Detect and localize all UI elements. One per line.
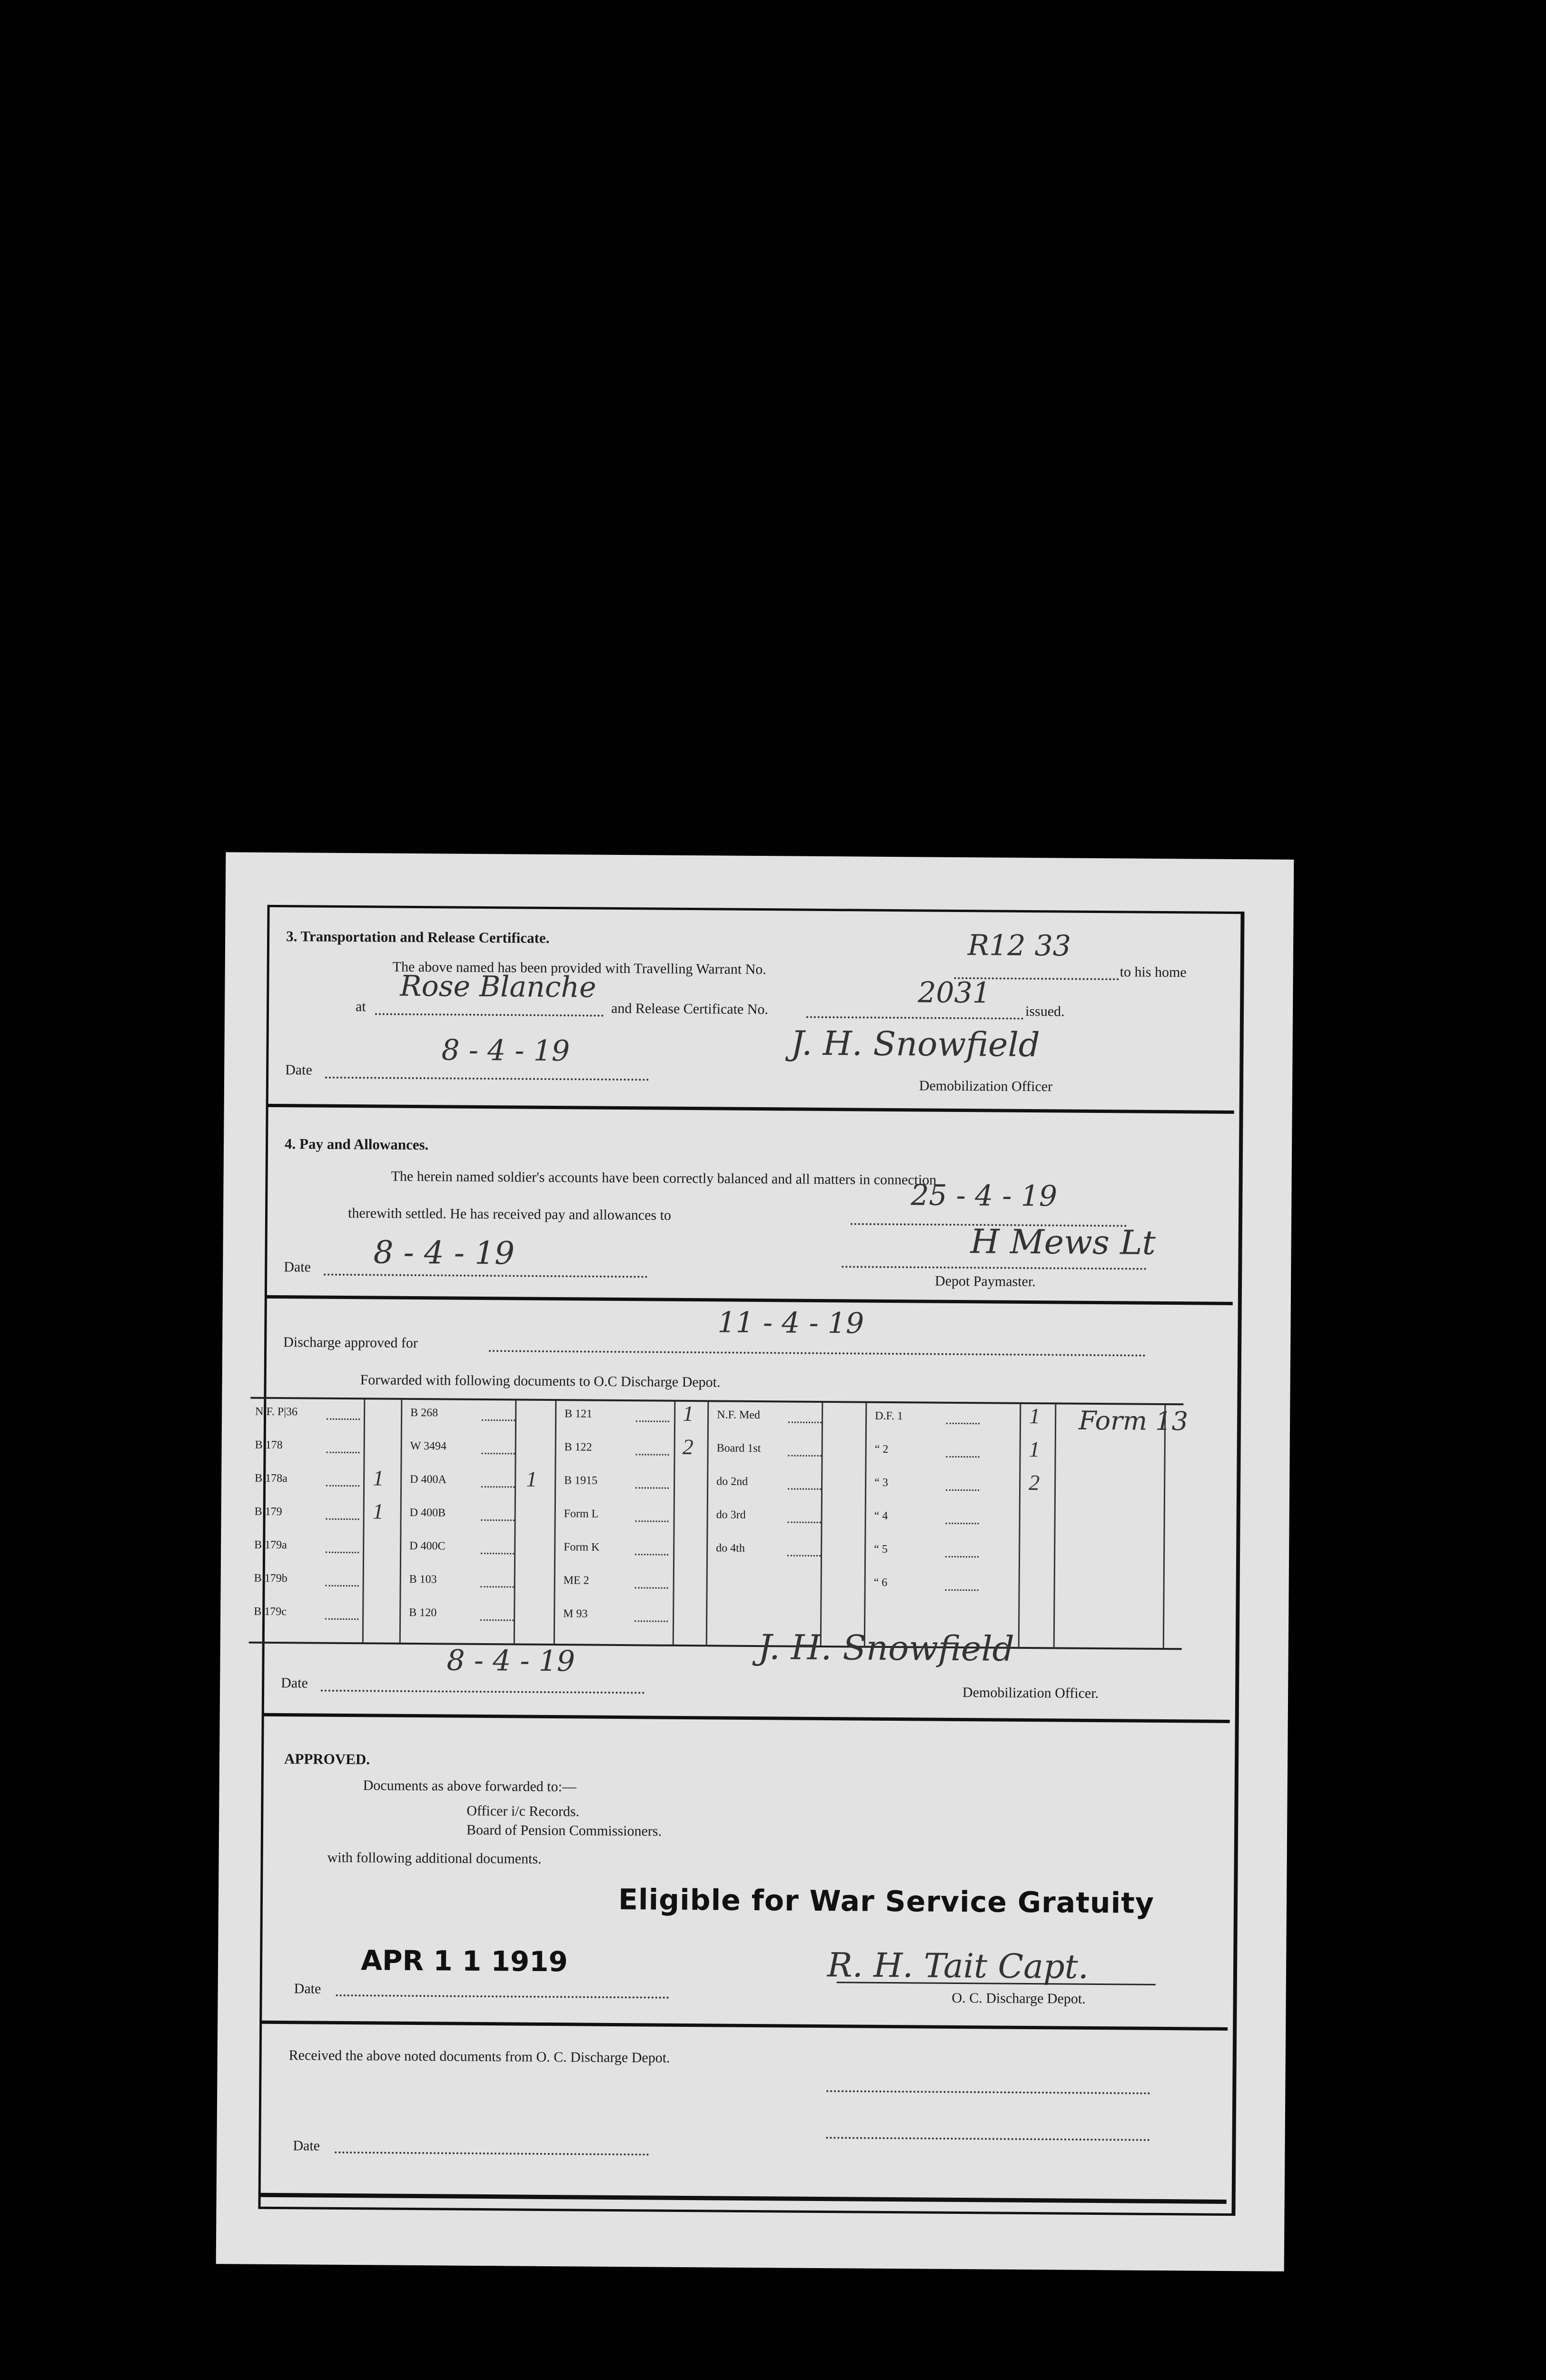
table-cell: N.F. P|36 (255, 1405, 298, 1418)
table-cell: “ 3 (874, 1476, 888, 1489)
section3-at: at (356, 999, 366, 1015)
table-cell: Board 1st (716, 1442, 761, 1455)
table-cell: “ 4 (874, 1509, 888, 1522)
table-cell: B 268 (410, 1406, 438, 1419)
table-mark: 1 (373, 1466, 384, 1490)
table-mark: 1 (682, 1401, 694, 1426)
approved-recipient1: Officer i/c Records. (466, 1803, 580, 1820)
section3-date-label: Date (285, 1062, 312, 1078)
hw-oc-signature: R. H. Tait Capt. (827, 1945, 1089, 1986)
hw-warrant-number: R12 33 (967, 929, 1071, 963)
table-cell: Form K (564, 1541, 600, 1554)
hw-demob-signature: J. H. Snowfield (791, 1023, 1040, 1065)
table-cell: B 179c (254, 1605, 287, 1618)
hw-demob-date: 8 - 4 - 19 (446, 1644, 575, 1678)
table-cell: D 400B (409, 1506, 446, 1519)
table-mark: 2 (682, 1434, 694, 1459)
table-mark: 1 (1029, 1437, 1040, 1462)
table-cell: “ 5 (874, 1543, 888, 1556)
hw-paymaster-signature: H Mews Lt (970, 1222, 1156, 1262)
table-cell: B 179 (254, 1505, 282, 1518)
hw-place: Rose Blanche (400, 969, 596, 1004)
demob-officer-label: Demobilization Officer. (962, 1685, 1099, 1702)
table-cell: B 103 (409, 1573, 437, 1586)
section4-date-label: Date (284, 1259, 311, 1275)
table-cell: Form L (564, 1507, 599, 1520)
approved-recipient2: Board of Pension Commissioners. (466, 1822, 662, 1839)
hw-discharge-approved: 11 - 4 - 19 (717, 1306, 864, 1340)
table-cell: B 122 (564, 1441, 592, 1454)
section3-line1: The above named has been provided with Travelling Warrant No. (392, 959, 766, 978)
approved-officer-label: O. C. Discharge Depot. (951, 1990, 1086, 2007)
received-text: Received the above noted documents from O. C. Discharge Depot. (288, 2047, 670, 2066)
section4-heading: 4. Pay and Allowances. (284, 1135, 429, 1153)
hw-form-note: Form 13 (1078, 1405, 1189, 1437)
approved-forwarded-to: Documents as above forwarded to:— (363, 1777, 577, 1795)
table-cell: N.F. Med (717, 1408, 760, 1422)
table-cell: ME 2 (563, 1574, 589, 1587)
section3-officer-label: Demobilization Officer (919, 1078, 1053, 1095)
table-cell: B 178a (255, 1472, 287, 1485)
table-cell: D.F. 1 (875, 1409, 903, 1423)
documents-table (249, 1397, 1189, 1650)
date-stamp: APR 1 1 1919 (360, 1944, 568, 1978)
hw-demob-signature-2: J. H. Snowfield (758, 1627, 1015, 1669)
received-date-label: Date (293, 2138, 320, 2154)
table-cell: B 179b (254, 1572, 287, 1585)
table-mark: 1 (372, 1499, 384, 1524)
table-cell: M 93 (563, 1607, 588, 1620)
section3-to-home: to his home (1120, 964, 1187, 981)
approved-heading: APPROVED. (284, 1750, 370, 1768)
table-cell: D 400C (409, 1539, 446, 1553)
table-mark: 1 (1029, 1404, 1041, 1428)
table-cell: B 179a (254, 1538, 287, 1552)
hw-paid-to: 25 - 4 - 19 (911, 1179, 1058, 1213)
discharge-approved-label: Discharge approved for (283, 1334, 418, 1351)
table-cell: B 120 (409, 1606, 437, 1619)
table-cell: W 3494 (410, 1439, 446, 1453)
table-mark: 1 (526, 1467, 537, 1491)
table-cell: D 400A (410, 1473, 446, 1486)
table-cell: do 3rd (716, 1508, 746, 1521)
section4-line2: therewith settled. He has received pay and allowances to (347, 1205, 672, 1223)
hw-section3-date: 8 - 4 - 19 (441, 1033, 570, 1068)
section4-line1: The herein named soldier's accounts have been correctly balanced and all matters in connection (391, 1168, 937, 1188)
discharge-forwarded: Forwarded with following documents to O.C Discharge Depot. (360, 1372, 721, 1390)
table-cell: do 4th (716, 1542, 745, 1555)
section3-release-cert: and Release Certificate No. (611, 1000, 769, 1018)
hw-cert-number: 2031 (918, 976, 991, 1010)
table-cell: B 1915 (564, 1474, 598, 1487)
table-cell: B 121 (565, 1408, 593, 1420)
table-cell: B 178 (255, 1438, 283, 1452)
table-cell: do 2nd (716, 1475, 748, 1488)
approved-date-label: Date (294, 1981, 321, 1997)
table-cell: “ 2 (874, 1443, 889, 1456)
section3-issued: issued. (1025, 1003, 1065, 1020)
section3-heading: 3. Transportation and Release Certificate. (286, 928, 550, 946)
hw-section4-date: 8 - 4 - 19 (373, 1234, 515, 1272)
gratuity-stamp: Eligible for War Service Gratuity (618, 1883, 1155, 1920)
section4-officer-label: Depot Paymaster. (935, 1273, 1036, 1290)
demob-date-label: Date (281, 1675, 308, 1691)
document-page (216, 852, 1294, 2271)
table-mark: 2 (1028, 1470, 1040, 1495)
approved-additional: with following additional documents. (327, 1849, 542, 1867)
table-cell: “ 6 (873, 1576, 888, 1589)
